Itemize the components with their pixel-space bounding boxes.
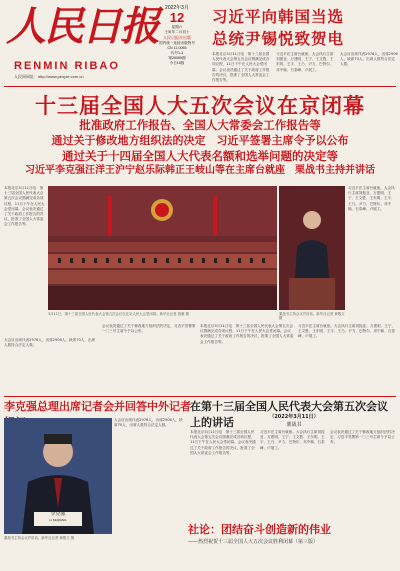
- right-article-column: 习近平在主席台就座。大会执行主席刘振亚、万建明、王宁、王文胜、王东明、王宇、王乃、尹力、巴特尔、邓中翰、石泰峰、卢展工。: [348, 186, 395, 211]
- top-story[interactable]: [212, 6, 400, 50]
- article-column-4: 习近平在主席台就座。大会执行主席刘振亚、万建明、王宁、王文胜、王东明、王宇、王乃、尹力、巴特尔、邓中翰、石泰峰、卢展工。: [298, 324, 396, 339]
- editorial-title[interactable]: 社论：团结奋斗创造新的伟业: [188, 523, 331, 536]
- main-photo-caption: 3月11日，第十三届全国人民代表大会第五次会议在北京人民大会堂闭幕。新华社记者 燕雁 摄: [48, 312, 189, 316]
- top-story-text-3: 大会应出席代表2976人，出席2906人，缺席70人，出席人数符合法定人数。: [340, 52, 398, 67]
- editorial-box[interactable]: [188, 522, 398, 546]
- top-story-text-2: 习近平在主席台就座。大会执行主席刘振亚、万建明、王宁、王文胜、王东明、王宇、王乃、尹力、巴特尔、邓中翰、石泰峰、卢展工。: [276, 52, 334, 72]
- date-year-month: 2022年3月: [165, 5, 189, 11]
- speech-date: （2022年3月11日）: [269, 414, 319, 420]
- subheadline-4: 习近平李克强汪洋王沪宁赵乐际韩正王岐山等在主席台就座 栗战书主持并讲话: [25, 165, 375, 176]
- premier-portrait-photo: [4, 418, 112, 534]
- newspaper-pinyin: RENMIN RIBAO: [14, 60, 120, 72]
- premier-article-text: 大会应出席代表2976人，出席2906人，缺席70人，出席人数符合法定人数。: [114, 418, 183, 428]
- top-story-line-1[interactable]: 习近平向韩国当选: [212, 8, 345, 26]
- lead-article-column: 本报北京3月11日电 第十三届全国人民代表大会第五次会议圆满完成各项议程，11日下午在人民大会堂闭幕。会议表决通过了关于政府工作报告的决议，批准了全国人大常委会工作报告等。: [4, 186, 45, 227]
- newspaper-logo: 人民日报: [6, 3, 158, 50]
- subheadline-1: 批准政府工作报告、全国人大常委会工作报告等: [79, 118, 321, 132]
- speech-column-3: 会议表决通过了关于修改地方组织法的决定，习近平签署第一〇三号主席令予以公布。: [330, 430, 395, 445]
- divider-middle: [4, 396, 396, 397]
- divider-top: [4, 86, 396, 87]
- congress-hall-photo: [48, 186, 277, 310]
- issue-number: CN 11-0065: [167, 46, 187, 50]
- lunar-date: 壬寅年二月初十: [164, 30, 190, 34]
- subheadline-3: 通过关于十四届全国人大代表名额和选举问题的决定等: [62, 149, 338, 163]
- date-box: [146, 4, 208, 66]
- page-count: 今日16版: [169, 61, 185, 65]
- date-day: 12: [169, 10, 185, 25]
- editorial-page-ref: （第三版）: [293, 539, 319, 545]
- serial-number: 第26065期: [168, 56, 186, 60]
- main-headline[interactable]: 十三届全国人大五次会议在京闭幕: [35, 94, 365, 118]
- issue-label: 国内统一连续出版物号: [159, 41, 195, 45]
- editorial-subtitle: ——热烈祝贺十三届全国人大五次会议胜利闭幕: [188, 539, 294, 545]
- article-column-2: 会议表决通过了关于修改地方组织法的决定，习近平签署第一〇三号主席令予以公布。: [102, 324, 196, 334]
- portrait-nameplate-pinyin: LI KEQIANG: [49, 518, 67, 522]
- top-story-text-1: 本报北京3月11日电 第十三届全国人民代表大会第五次会议圆满完成各项议程，11日下午在人民大会堂闭幕。会议表决通过了关于政府工作报告的决议，批准了全国人大常委会工作报告等。: [212, 52, 270, 83]
- speech-headline[interactable]: 在第十三届全国人民代表大会第五次会议上的讲话: [190, 400, 388, 429]
- article-column-1: 大会应出席代表2976人，出席2906人，缺席70人，出席人数符合法定人数。: [4, 338, 96, 348]
- article-column-3: 本报北京3月11日电 第十三届全国人民代表大会第五次会议圆满完成各项议程，11日下午在人民大会堂闭幕。会议表决通过了关于政府工作报告的决议，批准了全国人大常委会工作报告等。: [200, 324, 294, 344]
- subheadline-2: 通过关于修改地方组织法的决定 习近平签署主席令予以公布: [51, 134, 349, 147]
- portrait-nameplate: 李克强: [50, 511, 66, 517]
- speaker-photo: [279, 186, 345, 310]
- website-url: 人民网网址：http://www.people.com.cn: [14, 74, 84, 79]
- speech-author: 栗战书: [286, 422, 302, 428]
- top-story-line-2[interactable]: 总统尹锡悦致贺电: [212, 30, 345, 48]
- publisher: 人民日报社出版: [163, 35, 191, 40]
- weekday: 星期六: [171, 25, 183, 29]
- portrait-caption: 栗战书主持会议并讲话。新华社记者 黄敬文 摄: [4, 536, 74, 540]
- speech-column-2: 习近平在主席台就座。大会执行主席刘振亚、万建明、王宁、王文胜、王东明、王宇、王乃、尹力、巴特尔、邓中翰、石泰峰、卢展工。: [260, 430, 325, 450]
- premier-press-headline[interactable]: 李克强总理出席记者会并回答中外记者: [4, 400, 191, 413]
- right-photo-caption: 栗战书主持会议并讲话。新华社记者 黄敬文 摄: [279, 312, 345, 321]
- speech-column-1: 本报北京3月11日电 第十三届全国人民代表大会第五次会议圆满完成各项议程，11日下午在人民大会堂闭幕。会议表决通过了关于政府工作报告的决议，批准了全国人大常委会工作报告等。: [190, 430, 256, 455]
- daily-code: 代号1-1: [170, 51, 184, 55]
